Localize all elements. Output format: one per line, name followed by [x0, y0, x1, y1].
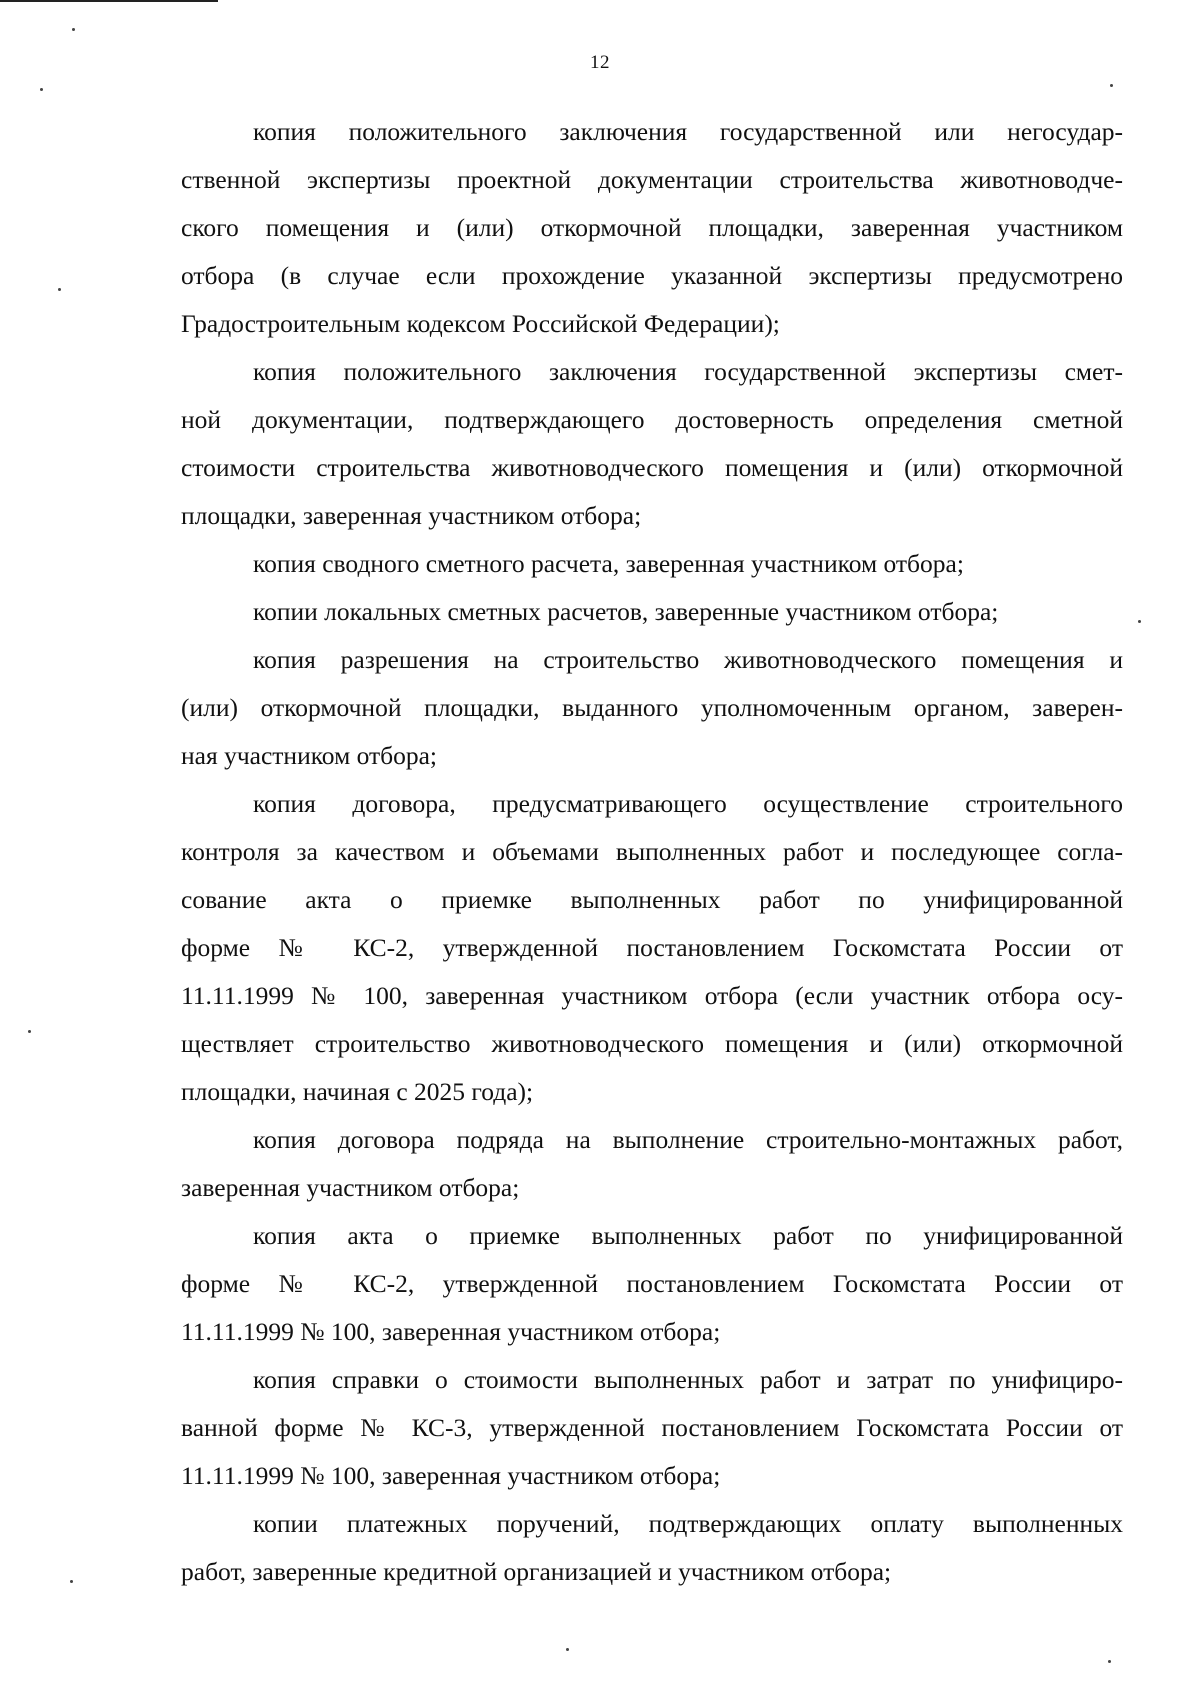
paragraph [181, 348, 1123, 540]
text-line: копии платежных поручений, подтверждающих оплату выполненных [253, 1509, 1123, 1538]
paragraph [181, 636, 1123, 780]
paragraph [181, 1116, 1123, 1212]
document-body [181, 108, 1123, 1596]
paragraph [181, 588, 1123, 636]
text-line: Градостроительным кодексом Российской Федерации); [181, 309, 780, 338]
text-line: ной документации, подтверждающего достоверность определения сметной [181, 405, 1123, 434]
scan-speck [58, 288, 61, 291]
text-line: ванной форме № КС-3, утвержденной постановлением Госкомстата России от [181, 1413, 1123, 1442]
paragraph [181, 1500, 1123, 1596]
text-line: отбора (в случае если прохождение указанной экспертизы предусмотрено [181, 261, 1123, 290]
text-line: копия положительного заключения государственной или негосудар- [253, 117, 1123, 146]
scan-speck [70, 1580, 73, 1583]
text-line: 11.11.1999 № 100, заверенная участником отбора (если участник отбора осу- [181, 981, 1123, 1010]
paragraph [181, 1212, 1123, 1356]
text-line: форме № КС-2, утвержденной постановлением Госкомстата России от [181, 1269, 1123, 1298]
scan-speck [28, 1030, 31, 1033]
text-line: ственной экспертизы проектной документации строительства животноводче- [181, 165, 1123, 194]
text-line: площадки, начиная с 2025 года); [181, 1077, 534, 1106]
text-line: площадки, заверенная участником отбора; [181, 501, 642, 530]
paragraph [181, 780, 1123, 1116]
text-line: копия справки о стоимости выполненных работ и затрат по унифициро- [253, 1365, 1123, 1394]
text-line: ществляет строительство животноводческого помещения и (или) откормочной [181, 1029, 1123, 1058]
text-line: ского помещения и (или) откормочной площадки, заверенная участником [181, 213, 1123, 242]
text-line: заверенная участником отбора; [181, 1173, 520, 1202]
paragraph [181, 540, 1123, 588]
text-line: копия сводного сметного расчета, заверенная участником отбора; [253, 549, 964, 578]
text-line: копия разрешения на строительство животноводческого помещения и [253, 645, 1123, 674]
scan-speck [566, 1648, 569, 1651]
text-line: копия положительного заключения государственной экспертизы смет- [253, 357, 1123, 386]
text-line: ная участником отбора; [181, 741, 438, 770]
scan-edge-rule [0, 0, 218, 2]
text-line: стоимости строительства животноводческого помещения и (или) откормочной [181, 453, 1123, 482]
text-line: копия акта о приемке выполненных работ по унифицированной [253, 1221, 1123, 1250]
text-line: сование акта о приемке выполненных работ по унифицированной [181, 885, 1123, 914]
page-number: 12 [590, 52, 610, 73]
text-line: (или) откормочной площадки, выданного уполномоченным органом, заверен- [181, 693, 1123, 722]
scan-speck [1110, 84, 1113, 87]
scan-speck [72, 28, 75, 31]
paragraph [181, 1356, 1123, 1500]
text-line: контроля за качеством и объемами выполненных работ и последующее согла- [181, 837, 1123, 866]
text-line: 11.11.1999 № 100, заверенная участником отбора; [181, 1317, 721, 1346]
paragraph [181, 108, 1123, 348]
text-line: работ, заверенные кредитной организацией и участником отбора; [181, 1557, 892, 1586]
scan-speck [40, 88, 43, 91]
text-line: копии локальных сметных расчетов, заверенные участником отбора; [253, 597, 999, 626]
text-line: копия договора подряда на выполнение строительно-монтажных работ, [253, 1125, 1123, 1154]
scan-speck [1108, 1660, 1111, 1663]
text-line: форме № КС-2, утвержденной постановлением Госкомстата России от [181, 933, 1123, 962]
text-line: копия договора, предусматривающего осуществление строительного [253, 789, 1123, 818]
text-line: 11.11.1999 № 100, заверенная участником отбора; [181, 1461, 721, 1490]
scan-speck [1138, 620, 1141, 623]
